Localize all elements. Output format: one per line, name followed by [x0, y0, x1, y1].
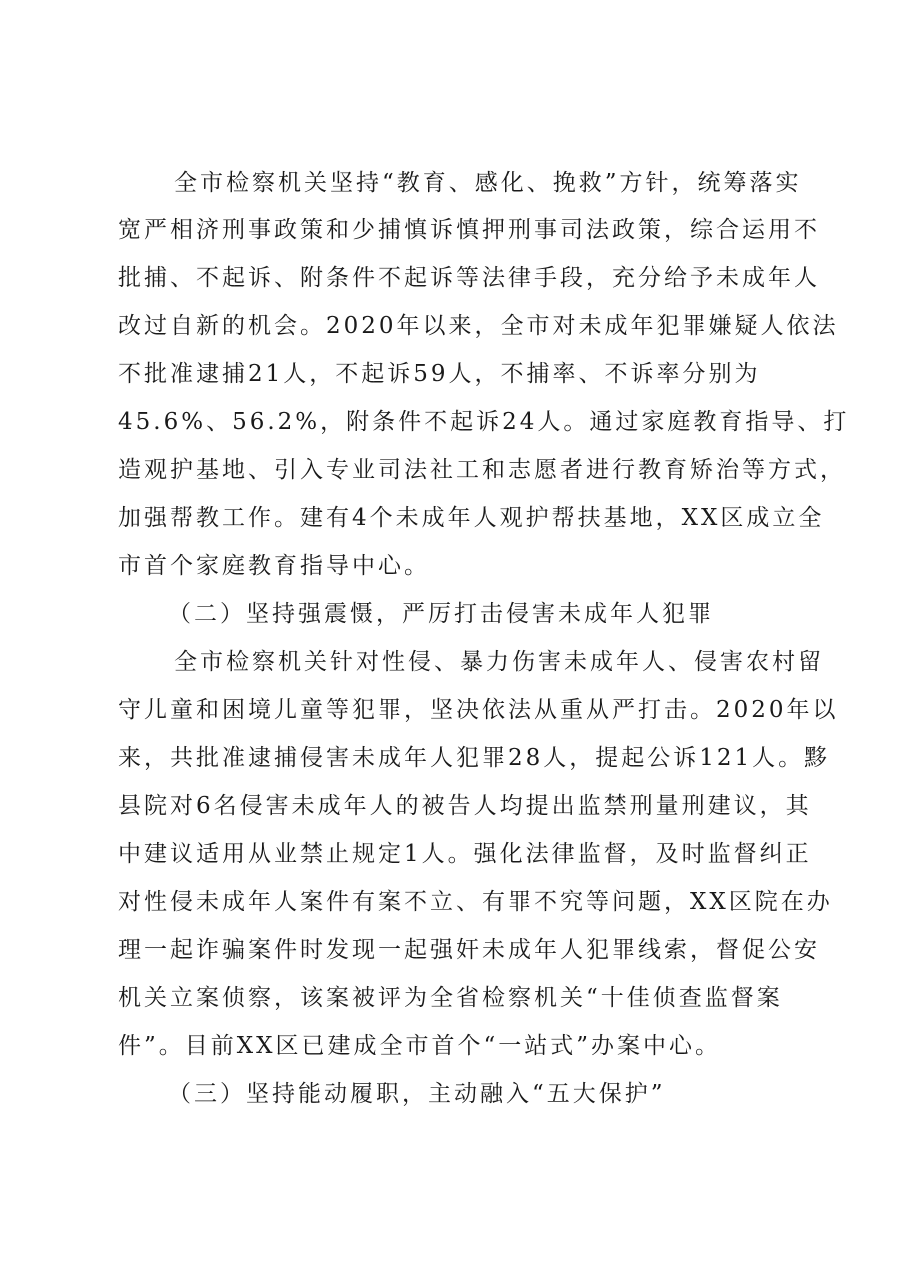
paragraph-line: 改过自新的机会。2020年以来，全市对未成年犯罪嫌疑人依法: [118, 313, 839, 339]
paragraph-line: 理一起诈骗案件时发现一起强奸未成年人犯罪线索，督促公安: [118, 937, 820, 963]
paragraph-line: 守儿童和困境儿童等犯罪，坚决依法从重从严打击。2020年以: [118, 697, 839, 723]
paragraph-line: 件”。目前XX区已建成全市首个“一站式”办案中心。: [118, 1033, 722, 1059]
paragraph-line: 批捕、不起诉、附条件不起诉等法律手段，充分给予未成年人: [118, 265, 820, 291]
paragraph-line: 对性侵未成年人案件有案不立、有罪不究等问题，XX区院在办: [118, 889, 833, 915]
paragraph-line: 加强帮教工作。建有4个未成年人观护帮扶基地，XX区成立全: [118, 505, 825, 531]
paragraph-line: 不批准逮捕21人，不起诉59人，不捕率、不诉率分别为: [118, 361, 761, 387]
paragraph-line: 45.6%、56.2%，附条件不起诉24人。通过家庭教育指导、打: [118, 409, 850, 435]
section-heading: （三）坚持能动履职，主动融入“五大保护”: [168, 1081, 666, 1107]
paragraph-line: 中建议适用从业禁止规定1人。强化法律监督，及时监督纠正: [118, 841, 812, 867]
paragraph-line: 机关立案侦察，该案被评为全省检察机关“十佳侦查监督案: [118, 985, 783, 1011]
paragraph-line: 宽严相济刑事政策和少捕慎诉慎押刑事司法政策，综合运用不: [118, 217, 820, 243]
paragraph-line: 来，共批准逮捕侵害未成年人犯罪28人，提起公诉121人。黟: [118, 745, 831, 771]
section-heading: （二）坚持强震慑，严厉打击侵害未成年人犯罪: [168, 601, 714, 627]
paragraph-line: 造观护基地、引入专业司法社工和志愿者进行教育矫治等方式，: [118, 457, 846, 483]
paragraph-line: 全市检察机关针对性侵、暴力伤害未成年人、侵害农村留: [174, 649, 824, 675]
paragraph-line: 县院对6名侵害未成年人的被告人均提出监禁刑量刑建议，其: [118, 793, 812, 819]
paragraph-line: 全市检察机关坚持“教育、感化、挽救”方针，统筹落实: [174, 170, 802, 196]
paragraph-line: 市首个家庭教育指导中心。: [118, 553, 430, 579]
